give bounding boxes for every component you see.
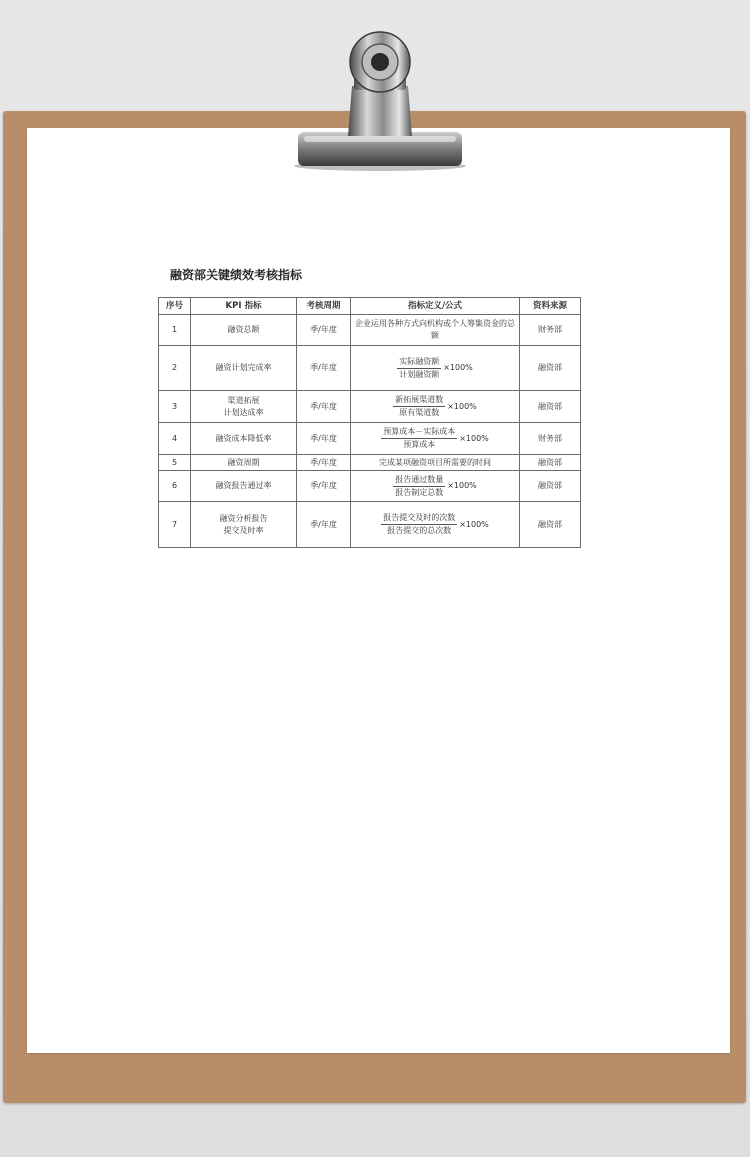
- row-number: 3: [159, 391, 191, 423]
- kpi-name: 渠道拓展 计划达成率: [191, 391, 297, 423]
- formula-numerator: 实际融资额: [397, 356, 441, 369]
- definition-text: 企业运用各种方式向机构或个人筹集资金的总额: [355, 319, 515, 340]
- row-number: 4: [159, 423, 191, 455]
- data-source: 财务部: [520, 423, 581, 455]
- table-row: [159, 315, 581, 346]
- review-cycle: 季/年度: [297, 423, 351, 455]
- row-number: 2: [159, 346, 191, 391]
- row-number: 7: [159, 502, 191, 548]
- row-number: 5: [159, 455, 191, 471]
- definition-formula: [351, 315, 520, 346]
- kpi-name: 融资报告通过率: [191, 471, 297, 502]
- table-row: [159, 423, 581, 455]
- definition-formula: [351, 502, 520, 548]
- table-row: [159, 346, 581, 391]
- table-row: [159, 502, 581, 548]
- paper-sheet: [27, 128, 730, 1053]
- review-cycle: 季/年度: [297, 391, 351, 423]
- definition-formula: [351, 471, 520, 502]
- binder-clip-icon: [290, 24, 470, 174]
- definition-formula: [351, 346, 520, 391]
- data-source: 财务部: [520, 315, 581, 346]
- formula-denominator: 原有渠道数: [399, 408, 440, 417]
- formula-fraction: [381, 426, 457, 451]
- formula-fraction: [397, 356, 441, 381]
- header-kpi: KPI 指标: [191, 298, 297, 315]
- formula-denominator: 报告制定总数: [395, 487, 444, 497]
- review-cycle: 季/年度: [297, 471, 351, 502]
- table-row: [159, 391, 581, 423]
- formula-denominator: 预算成本: [403, 440, 436, 449]
- kpi-name: 融资总额: [191, 315, 297, 346]
- data-source: 融资部: [520, 471, 581, 502]
- data-source: 融资部: [520, 391, 581, 423]
- header-definition: 指标定义/公式: [351, 298, 520, 315]
- formula-multiplier: ×100%: [459, 433, 489, 443]
- formula-multiplier: ×100%: [447, 401, 477, 411]
- formula-numerator: 预算成本－实际成本: [381, 426, 457, 439]
- document-title: 融资部关键绩效考核指标: [170, 268, 303, 282]
- kpi-name: 融资成本降低率: [191, 423, 297, 455]
- review-cycle: 季/年度: [297, 502, 351, 548]
- table-row: [159, 471, 581, 502]
- formula-numerator: 报告提交及时的次数: [381, 512, 457, 525]
- formula-fraction: [393, 474, 445, 499]
- review-cycle: 季/年度: [297, 315, 351, 346]
- definition-text: 完成某项融资项目所需要的时间: [379, 457, 491, 467]
- review-cycle: 季/年度: [297, 455, 351, 471]
- formula-multiplier: ×100%: [443, 363, 473, 372]
- formula-denominator: 报告提交的总次数: [387, 526, 452, 535]
- kpi-name: 融资周期: [191, 455, 297, 471]
- header-no: 序号: [159, 298, 191, 315]
- kpi-name: 融资计划完成率: [191, 346, 297, 391]
- row-number: 6: [159, 471, 191, 502]
- table-header-row: [159, 298, 581, 315]
- formula-multiplier: ×100%: [447, 481, 477, 490]
- formula-denominator: 计划融资额: [399, 369, 440, 379]
- formula-numerator: 新拓展渠道数: [393, 394, 445, 407]
- kpi-table: [158, 297, 581, 548]
- definition-formula: [351, 455, 520, 471]
- review-cycle: 季/年度: [297, 346, 351, 391]
- row-number: 1: [159, 315, 191, 346]
- data-source: 融资部: [520, 455, 581, 471]
- definition-formula: [351, 423, 520, 455]
- data-source: 融资部: [520, 346, 581, 391]
- formula-multiplier: ×100%: [459, 519, 489, 529]
- header-cycle: 考核周期: [297, 298, 351, 315]
- header-source: 资料来源: [520, 298, 581, 315]
- formula-numerator: 报告通过数量: [393, 474, 445, 487]
- formula-fraction: [393, 394, 445, 419]
- data-source: 融资部: [520, 502, 581, 548]
- formula-fraction: [381, 512, 457, 537]
- kpi-name: 融资分析报告 提交及时率: [191, 502, 297, 548]
- definition-formula: [351, 391, 520, 423]
- table-row: [159, 455, 581, 471]
